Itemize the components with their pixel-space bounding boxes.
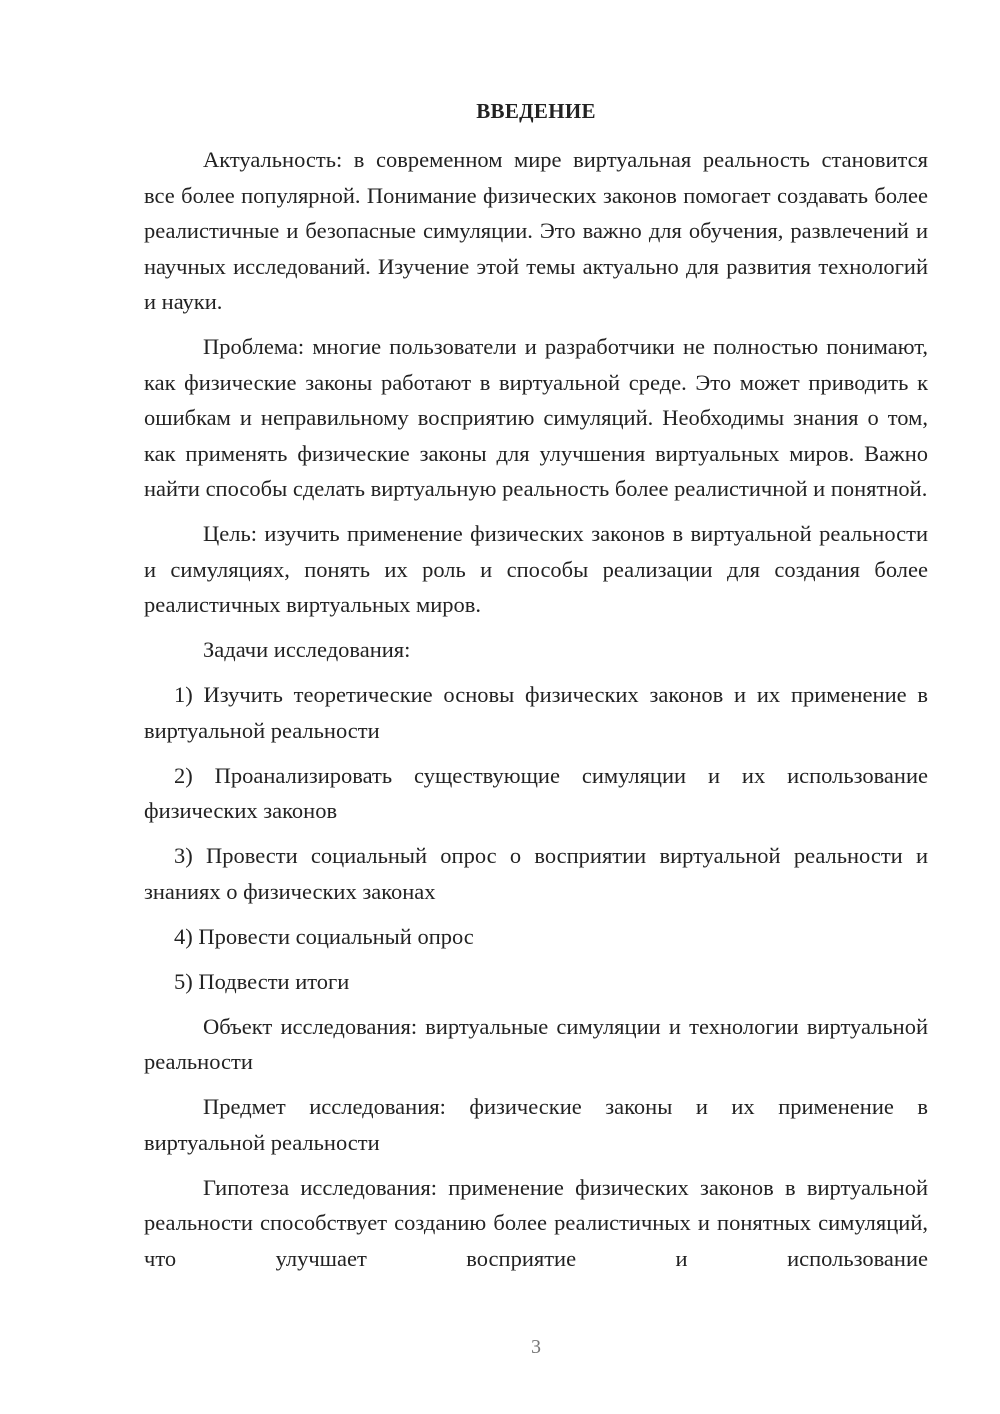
page-number: 3 xyxy=(531,1336,541,1358)
object-paragraph: Объект исследования: виртуальные симуляции и технологии виртуальной реальности xyxy=(144,1013,928,1074)
relevance-paragraph: Актуальность: в современном мире виртуальная реальность становится все более популярной. Понимание физических законов помогает создавать более реалистичные и безопасные симуляции. Это важно для обучения, развлечений и научных исследований. Изучение этой темы актуально для развития технологий и науки. xyxy=(144,147,928,314)
task-item: 4) Провести социальный опрос xyxy=(174,923,474,949)
subject-paragraph: Предмет исследования: физические законы и их применение в виртуальной реальности xyxy=(144,1094,928,1155)
task-item: 3) Провести социальный опрос о восприятии виртуальной реальности и знаниях о физических законах xyxy=(144,843,928,904)
goal-paragraph: Цель: изучить применение физических законов в виртуальной реальности и симуляциях, понять их роль и способы реализации для создания более реалистичных виртуальных миров. xyxy=(144,521,928,617)
tasks-heading: Задачи исследования: xyxy=(203,637,411,662)
hypothesis-paragraph: Гипотеза исследования: применение физических законов в виртуальной реальности способствует созданию более реалистичных и понятных симуляций, что улучшает восприятие и использование xyxy=(144,1174,928,1271)
problem-paragraph: Проблема: многие пользователи и разработчики не полностью понимают, как физические законы работают в виртуальной среде. Это может приводить к ошибкам и неправильному восприятию симуляций. Необходимы знания о том, как применять физические законы для улучшения виртуальных миров. Важно найти способы сделать виртуальную реальность более реалистичной и понятной. xyxy=(144,334,928,501)
task-item: 5) Подвести итоги xyxy=(174,968,350,994)
page-body xyxy=(144,142,928,1286)
task-item: 1) Изучить теоретические основы физических законов и их применение в виртуальной реальности xyxy=(144,682,928,743)
section-title: ВВЕДЕНИЕ xyxy=(476,99,596,123)
task-item: 2) Проанализировать существующие симуляции и их использование физических законов xyxy=(144,762,928,823)
